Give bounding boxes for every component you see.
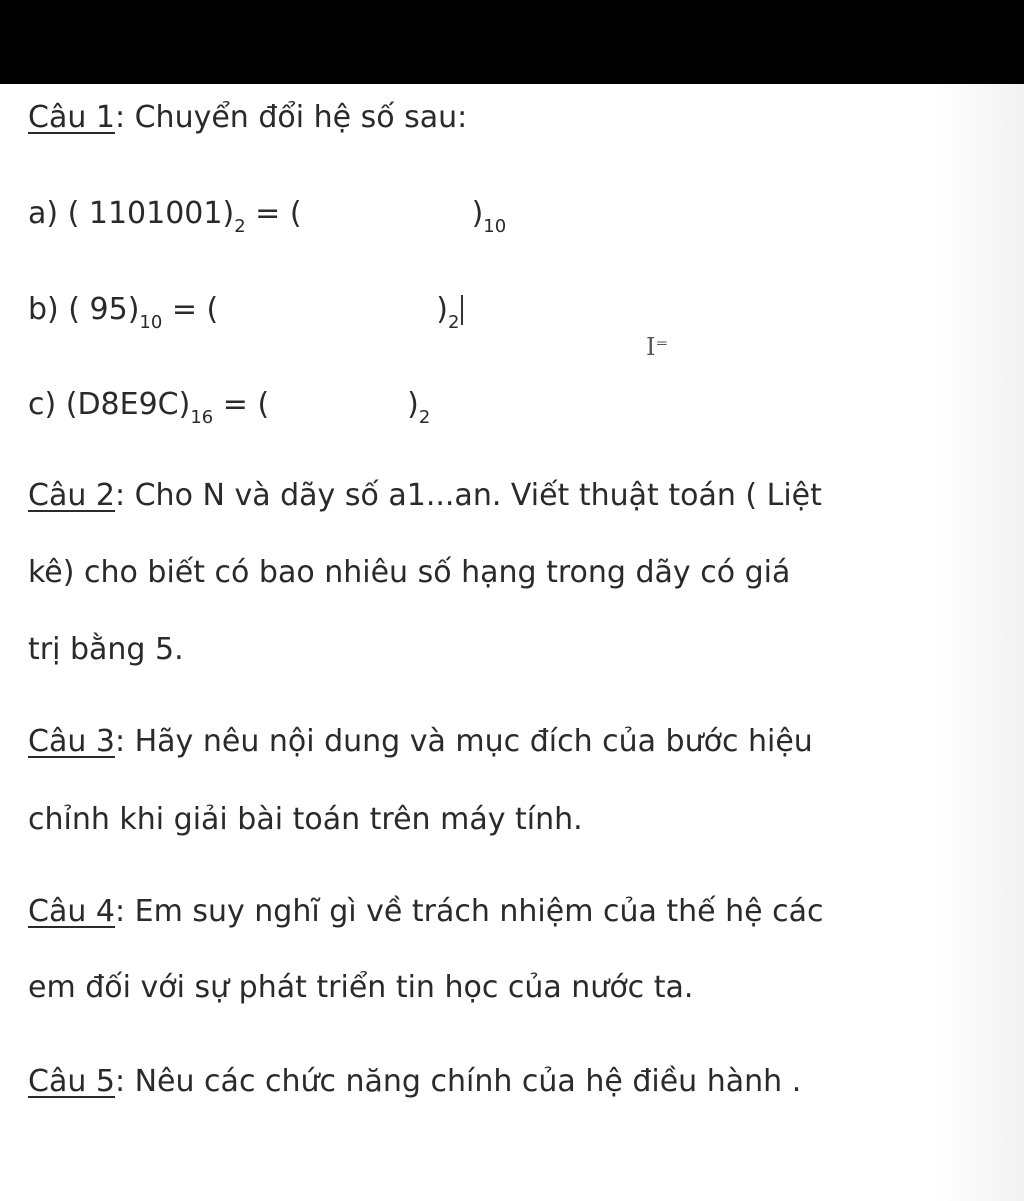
q1b-mid: = ( <box>162 292 219 327</box>
q1-text: : Chuyển đổi hệ số sau: <box>114 100 468 135</box>
q1-heading <box>28 98 467 138</box>
top-black-bar <box>0 0 1024 84</box>
q1a-base-from: 2 <box>234 216 246 237</box>
q2-line-3: trị bằng 5. <box>28 632 184 667</box>
q5-line-1 <box>28 1062 801 1102</box>
q1-label: Câu 1 <box>28 100 115 135</box>
q4-line-2: em đối với sự phát triển tin học của nước ta. <box>28 970 694 1005</box>
q3-line-1 <box>28 722 813 762</box>
q1c-prefix: c) (D8E9C) <box>28 387 191 422</box>
q1a-mid: = ( <box>245 196 302 231</box>
q1a-prefix: a) ( 1101001) <box>28 196 235 231</box>
q1b-line <box>28 290 463 334</box>
q1b-prefix: b) ( 95) <box>28 292 140 327</box>
q4-text-1: : Em suy nghĩ gì về trách nhiệm của thế hệ các <box>114 894 824 929</box>
q1b-base-to: 2 <box>447 312 460 333</box>
q5-label: Câu 5 <box>28 1064 115 1099</box>
q4-label: Câu 4 <box>28 894 115 929</box>
text-caret <box>461 295 463 325</box>
q1c-base-from: 16 <box>190 407 214 428</box>
q1b-base-from: 10 <box>139 312 163 333</box>
q3-text-1: : Hãy nêu nội dung và mục đích của bước hiệu <box>114 724 813 759</box>
q1a-line <box>28 194 506 238</box>
text-cursor-icon: I⁼ <box>646 333 669 361</box>
q2-line-2: kê) cho biết có bao nhiêu số hạng trong dãy có giá <box>28 555 791 590</box>
q1a-close: ) <box>471 196 484 231</box>
q2-label: Câu 2 <box>28 478 115 513</box>
q1c-close: ) <box>407 387 419 422</box>
q3-line-2: chỉnh khi giải bài toán trên máy tính. <box>28 802 583 837</box>
q1b-close: ) <box>436 292 448 327</box>
q1c-mid: = ( <box>213 387 270 422</box>
q1c-base-to: 2 <box>418 407 431 428</box>
q5-text-1: : Nêu các chức năng chính của hệ điều hành . <box>114 1064 802 1099</box>
q1c-line <box>28 385 430 429</box>
q4-line-1 <box>28 892 824 932</box>
right-edge-shade <box>934 84 1024 1201</box>
q3-label: Câu 3 <box>28 724 115 759</box>
q1a-base-to: 10 <box>483 216 507 237</box>
q2-line-1 <box>28 476 822 516</box>
q2-text-1: : Cho N và dãy số a1...an. Viết thuật toán ( Liệt <box>114 478 822 513</box>
